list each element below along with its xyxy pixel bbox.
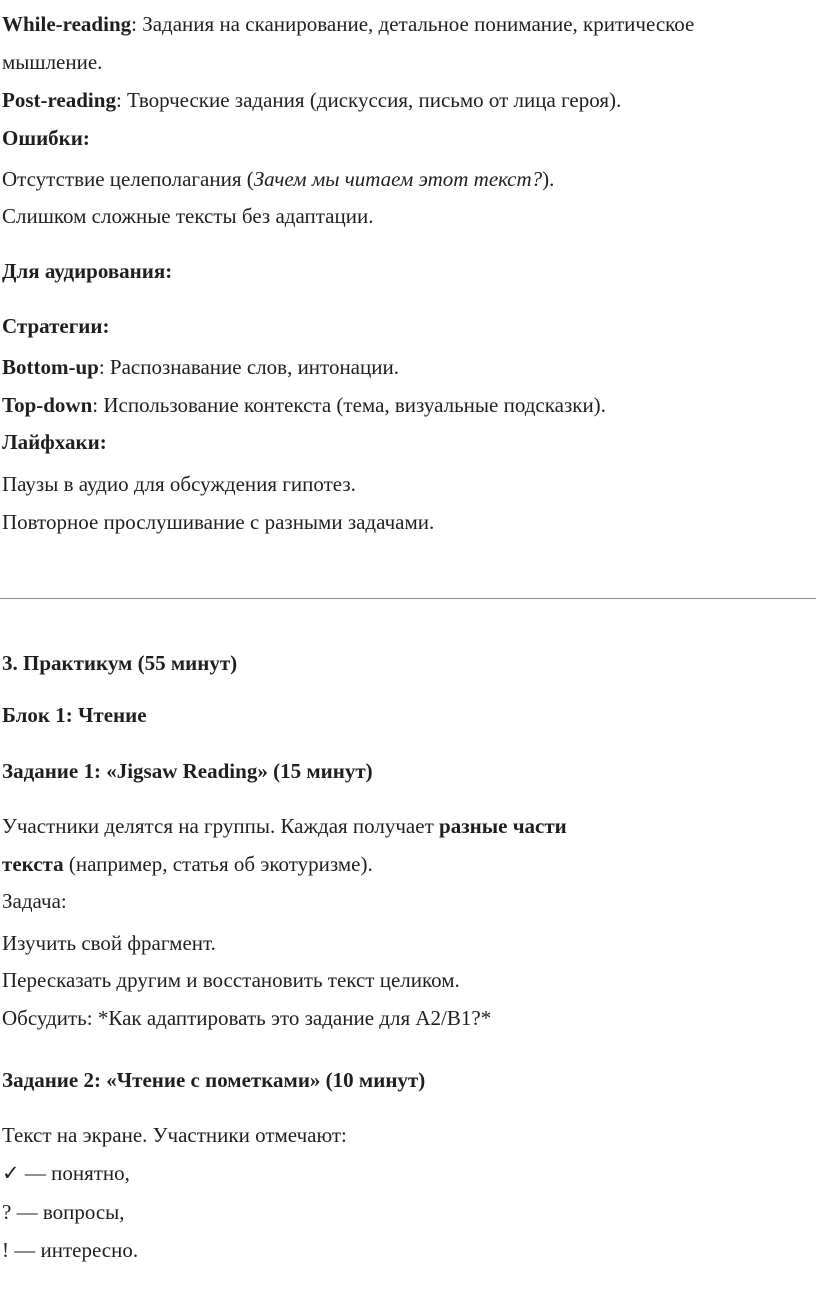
post-reading-line: [2, 88, 621, 113]
errors-heading: Ошибки:: [2, 126, 90, 150]
task1-paragraph-line1: Участники делятся на группы. Каждая получает разные части: [2, 814, 567, 838]
top-down-line: [2, 393, 606, 418]
practicum-heading: 3. Практикум (55 минут): [2, 651, 238, 675]
task1-step-discuss: Обсудить: *Как адаптировать это задание для A2/B1?*: [2, 1006, 492, 1030]
task1-bold-phrase: разные части: [439, 814, 567, 838]
bottom-up-text: : Распознавание слов, интонации.: [98, 355, 399, 379]
task1-step-study: Изучить свой фрагмент.: [2, 931, 216, 955]
task1-task-label: Задача:: [2, 889, 67, 913]
top-down-label: Top-down: [2, 393, 93, 417]
listening-heading: Для аудирования:: [2, 259, 173, 283]
task1-paragraph-line2: текста (например, статья об экотуризме).: [2, 852, 373, 876]
hack-item-pauses: Паузы в аудио для обсуждения гипотез.: [2, 472, 356, 496]
task2-intro: Текст на экране. Участники отмечают:: [2, 1123, 347, 1147]
mark-item-interesting: ! — интересно.: [2, 1238, 139, 1262]
top-down-text: : Использование контекста (тема, визуальные подсказки).: [92, 393, 606, 417]
while-reading-line-cont: мышление.: [2, 50, 103, 74]
hack-item-relisten: Повторное прослушивание с разными задачами.: [2, 510, 435, 534]
block1-heading: Блок 1: Чтение: [2, 703, 147, 727]
mark-item-questions: ? — вопросы,: [2, 1200, 125, 1224]
bottom-up-label: Bottom-up: [2, 355, 99, 379]
post-reading-label: Post-reading: [2, 88, 116, 112]
bottom-up-line: [2, 355, 399, 380]
hacks-heading: Лайфхаки:: [2, 430, 107, 454]
while-reading-line: [2, 12, 694, 37]
horizontal-divider: [0, 598, 816, 599]
while-reading-text: : Задания на сканирование, детальное понимание, критическое: [131, 12, 695, 36]
task1-heading: Задание 1: «Jigsaw Reading» (15 минут): [2, 759, 373, 783]
post-reading-text: : Творческие задания (дискуссия, письмо от лица героя).: [115, 88, 622, 112]
task2-heading: Задание 2: «Чтение с пометками» (10 минут): [2, 1068, 426, 1092]
error-item-complexity: Слишком сложные тексты без адаптации.: [2, 204, 374, 228]
task1-step-retell: Пересказать другим и восстановить текст целиком.: [2, 968, 460, 992]
strategies-heading: Стратегии:: [2, 314, 110, 338]
error-item-goal: Отсутствие целеполагания (Зачем мы читаем этот текст?).: [2, 167, 555, 191]
error-item-goal-italic: Зачем мы читаем этот текст?: [253, 167, 543, 191]
mark-item-understood: ✓ — понятно,: [2, 1161, 130, 1185]
while-reading-label: While-reading: [2, 12, 132, 36]
